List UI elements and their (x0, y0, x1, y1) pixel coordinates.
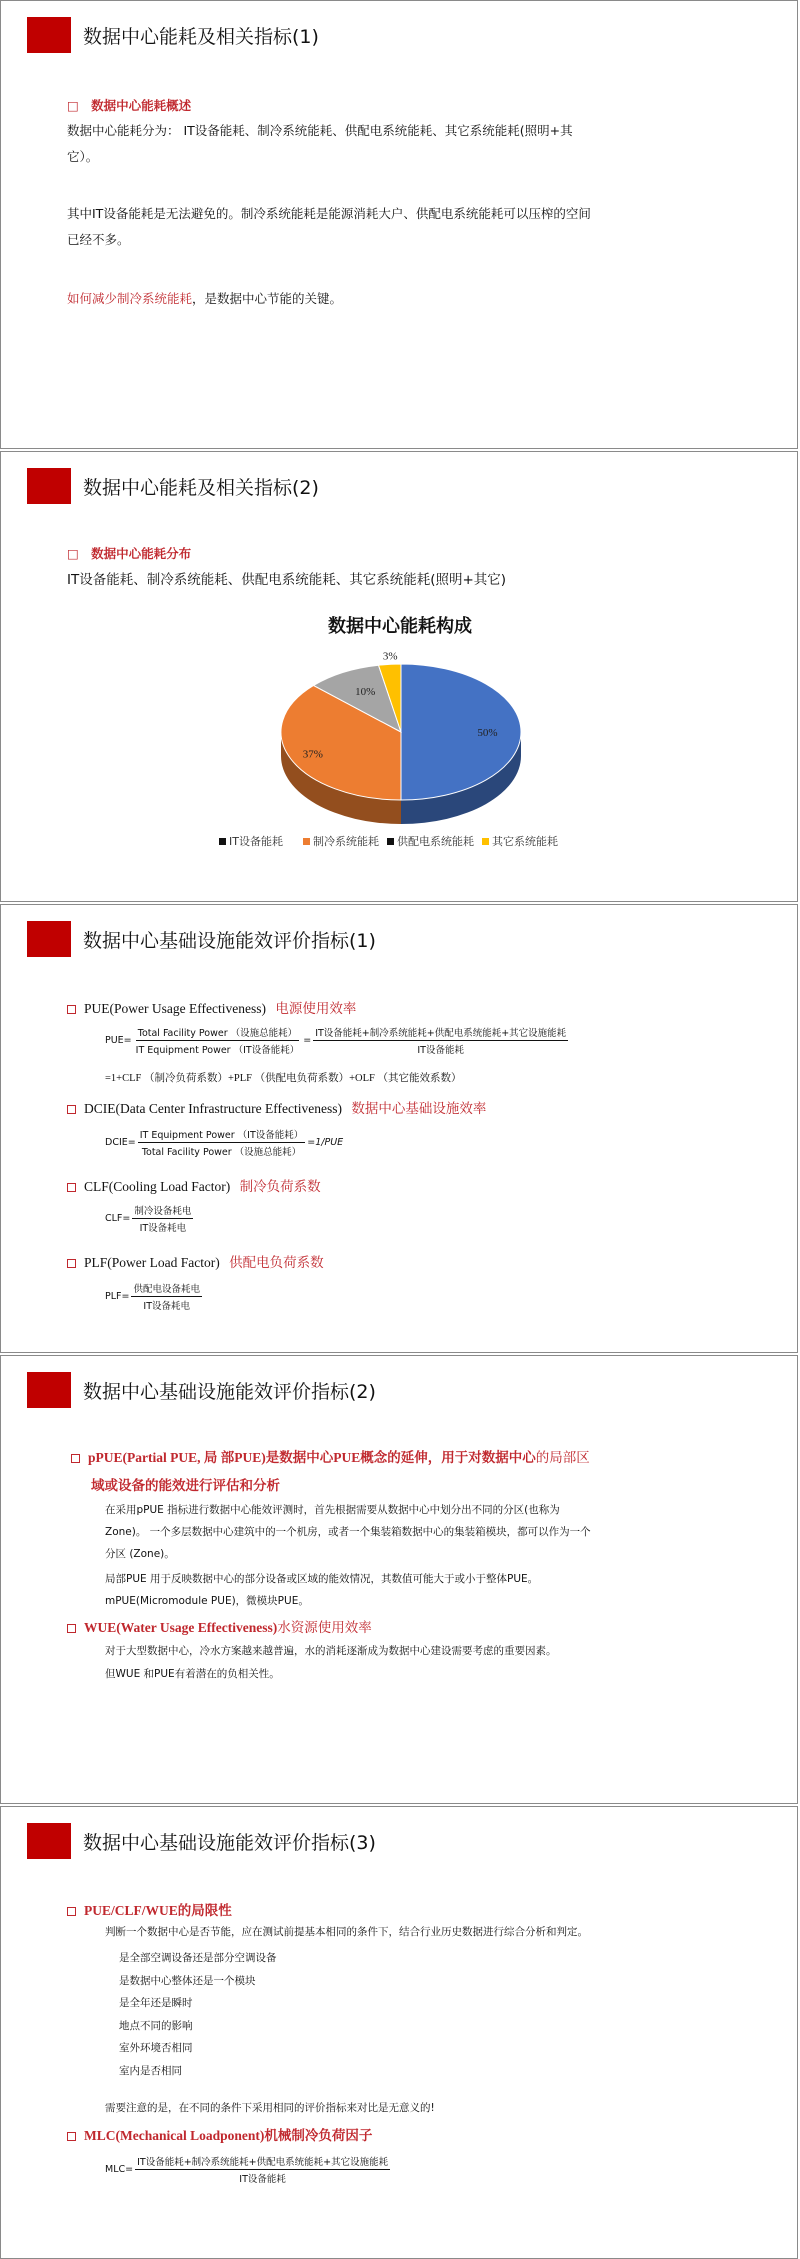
clf-label: CLF(Cooling Load Factor) (84, 1179, 231, 1194)
mlc-numerator: IT设备能耗+制冷系统能耗+供配电系统能耗+其它设施能耗 (135, 2154, 390, 2170)
pue-cn: 电源使用效率 (275, 1001, 357, 1016)
clf-formula (105, 1203, 193, 1234)
slide-4 (0, 1355, 798, 1804)
legend-marker-2 (387, 838, 394, 845)
list-item: 是全年还是瞬时 (119, 1997, 193, 2009)
ppue-text-2: Zone)。 一个多层数据中心建筑中的一个机房，或者一个集装箱数据中心的集装箱模块，都可以作为一个 (105, 1526, 591, 1538)
pie-data-label-3: 3% (382, 650, 398, 663)
legend-marker-0 (219, 838, 226, 845)
mlc-lhs: MLC= (105, 2164, 134, 2175)
bullet-square (67, 1183, 76, 1192)
clf-heading (67, 1175, 321, 1195)
heading-text: 数据中心能耗分布 (91, 546, 192, 561)
bullet-square: □ (67, 98, 79, 113)
pue-heading (67, 997, 356, 1017)
wue-heading (67, 1616, 372, 1636)
title-accent-block (27, 1823, 71, 1859)
slide-2-title-row (27, 468, 319, 504)
wue-text-1: 对于大型数据中心，冷水方案越来越普遍，水的消耗逐渐成为数据中心建设需要考虑的重要因素。 (105, 1645, 557, 1657)
limitations-text: 判断一个数据中心是否节能，应在测试前提基本相同的条件下，结合行业历史数据进行综合分析和判定。 (105, 1926, 588, 1938)
legend-marker-3 (482, 838, 489, 845)
heading-text: 数据中心能耗概述 (91, 98, 192, 113)
list-item: 是数据中心整体还是一个模块 (119, 1974, 256, 1987)
dcie-label: DCIE(Data Center Infrastructure Effectiveness) (84, 1101, 343, 1116)
mlc-heading (67, 2124, 372, 2144)
list-item: 是全部空调设备还是部分空调设备 (119, 1952, 277, 1964)
ppue-heading-line-2: 域或设备的能效进行评估和分析 (91, 1478, 280, 1493)
legend-marker-1 (303, 838, 310, 845)
pue-fraction-1 (134, 1025, 302, 1056)
slide-1-title-row (27, 17, 319, 53)
slide-1-line-1b: 它）。 (67, 149, 99, 164)
bullet-square (67, 1105, 76, 1114)
plf-formula (105, 1281, 202, 1312)
clf-cn: 制冷负荷系数 (239, 1179, 321, 1194)
plf-numerator: 供配电设备耗电 (131, 1281, 202, 1297)
key-phrase-rest: ，是数据中心节能的关键。 (192, 291, 343, 306)
plf-cn: 供配电负荷系数 (229, 1255, 324, 1270)
pie-data-label-2: 10% (355, 686, 376, 699)
bullet-square (71, 1454, 80, 1463)
pie-data-label-1: 37% (302, 748, 323, 761)
title-accent-block (27, 17, 71, 53)
slide-1-line-2: 其中IT设备能耗是无法避免的。制冷系统能耗是能源消耗大户、供配电系统能耗可以压榨的空间 (67, 206, 591, 221)
clf-fraction (132, 1203, 193, 1234)
slide-5-title: 数据中心基础设施能效评价指标(3) (83, 1831, 376, 1854)
slide-1-heading (67, 96, 191, 114)
ppue-text-3: 分区 (Zone)。 (105, 1548, 175, 1560)
clf-numerator: 制冷设备耗电 (132, 1203, 193, 1219)
pue-expansion: =1+CLF （制冷负荷系数）+PLF （供配电负荷系数）+OLF （其它能效系数） (105, 1073, 462, 1084)
slide-3-title-row (27, 921, 376, 957)
pie-data-label-0: 50% (477, 727, 498, 739)
list-item: 室内是否相同 (119, 2064, 182, 2077)
chart-title: 数据中心能耗构成 (328, 616, 472, 637)
limitations-heading (67, 1899, 232, 1919)
dcie-fraction (138, 1127, 306, 1158)
slide-3 (0, 904, 798, 1353)
title-accent-block (27, 468, 71, 504)
slide-3-title: 数据中心基础设施能效评价指标(1) (83, 929, 376, 952)
slide-4-title: 数据中心基础设施能效评价指标(2) (83, 1380, 376, 1403)
pue-label: PUE(Power Usage Effectiveness) (84, 1001, 266, 1016)
legend-label-2: 供配电系统能耗 (397, 835, 474, 848)
condition-list (119, 1947, 277, 2082)
note-text: 需要注意的是，在不同的条件下采用相同的评价指标来对比是无意义的! (105, 2102, 435, 2114)
ppue-heading-bold: pPUE(Partial PUE, 局 部PUE)是数据中心PUE概念的延伸，用于对数据中心 (88, 1450, 536, 1465)
dcie-numerator: IT Equipment Power （IT设备能耗） (138, 1127, 306, 1143)
legend-label-1: 制冷系统能耗 (313, 835, 379, 848)
ppue-text-5: mPUE(Micromodule PUE)，微模块PUE。 (105, 1595, 309, 1607)
bullet-square: □ (67, 546, 79, 561)
mlc-formula (105, 2154, 390, 2185)
slide-2-title: 数据中心能耗及相关指标(2) (83, 476, 319, 499)
limitations-label: PUE/CLF/WUE的局限性 (84, 1903, 232, 1918)
clf-denominator: IT设备耗电 (139, 1223, 187, 1234)
pue-fraction-2 (313, 1025, 568, 1056)
plf-lhs: PLF= (105, 1291, 130, 1302)
clf-lhs: CLF= (105, 1213, 131, 1224)
title-accent-block (27, 921, 71, 957)
dcie-lhs: DCIE= (105, 1137, 136, 1148)
dcie-rhs: =1/PUE (307, 1137, 344, 1148)
dcie-denominator: Total Facility Power （设施总能耗） (141, 1147, 302, 1158)
slide-1 (0, 0, 798, 449)
pue-formula (105, 1025, 568, 1056)
slide-1-title: 数据中心能耗及相关指标(1) (83, 25, 319, 48)
wue-text-2: 但WUE 和PUE有着潜在的负相关性。 (105, 1668, 280, 1680)
dcie-cn: 数据中心基础设施效率 (351, 1101, 487, 1116)
dcie-formula (105, 1127, 343, 1158)
slide-4-title-row (27, 1372, 376, 1408)
legend-label-0: IT设备能耗 (229, 835, 283, 848)
slide-2 (0, 451, 798, 902)
title-accent-block (27, 1372, 71, 1408)
legend-label-3: 其它系统能耗 (492, 835, 558, 848)
pue-denominator-2: IT设备能耗 (417, 1045, 464, 1056)
wue-cn: 水资源使用效率 (277, 1620, 372, 1635)
pie-chart (1, 642, 798, 902)
key-phrase: 如何减少制冷系统能耗 (67, 291, 193, 306)
mlc-denominator: IT设备能耗 (239, 2174, 286, 2185)
slide-2-line-1: IT设备能耗、制冷系统能耗、供配电系统能耗、其它系统能耗(照明+其它) (67, 572, 507, 588)
ppue-text-4: 局部PUE 用于反映数据中心的部分设备或区域的能效情况，其数值可能大于或小于整体PUE。 (105, 1573, 539, 1585)
list-item: 室外环境否相同 (119, 2042, 193, 2054)
bullet-square (67, 1005, 76, 1014)
mlc-label: MLC(Mechanical Loadponent)机械制冷负荷因子 (84, 2128, 373, 2143)
wue-label: WUE(Water Usage Effectiveness) (84, 1620, 278, 1635)
slide-2-heading (67, 544, 191, 562)
plf-denominator: IT设备耗电 (143, 1301, 191, 1312)
slide-1-line-2b: 已经不多。 (67, 232, 130, 247)
pue-equals: = (303, 1035, 312, 1046)
mlc-fraction (135, 2154, 390, 2185)
pue-numerator: Total Facility Power （设施总能耗） (136, 1025, 299, 1041)
ppue-heading (71, 1446, 590, 1466)
dcie-heading (67, 1097, 486, 1117)
pue-lhs: PUE= (105, 1035, 132, 1046)
bullet-square (67, 1624, 76, 1633)
plf-fraction (131, 1281, 202, 1312)
slide-1-line-1: 数据中心能耗分为： IT设备能耗、制冷系统能耗、供配电系统能耗、其它系统能耗(照明+其 (67, 123, 573, 138)
bullet-square (67, 1907, 76, 1916)
ppue-text-1: 在采用pPUE 指标进行数据中心能效评测时，首先根据需要从数据中心中划分出不同的分区(也称为 (105, 1504, 560, 1516)
slide-5 (0, 1806, 798, 2259)
bullet-square (67, 2132, 76, 2141)
list-item: 地点不同的影响 (119, 2019, 193, 2032)
ppue-heading-tail: 的局部区 (535, 1450, 590, 1465)
pue-numerator-2: IT设备能耗+制冷系统能耗+供配电系统能耗+其它设施能耗 (313, 1025, 568, 1041)
slide-1-line-3 (67, 289, 342, 307)
plf-heading (67, 1251, 324, 1271)
bullet-square (67, 1259, 76, 1268)
pue-denominator: IT Equipment Power （IT设备能耗） (135, 1045, 300, 1056)
plf-label: PLF(Power Load Factor) (84, 1255, 220, 1270)
slide-5-title-row (27, 1823, 376, 1859)
